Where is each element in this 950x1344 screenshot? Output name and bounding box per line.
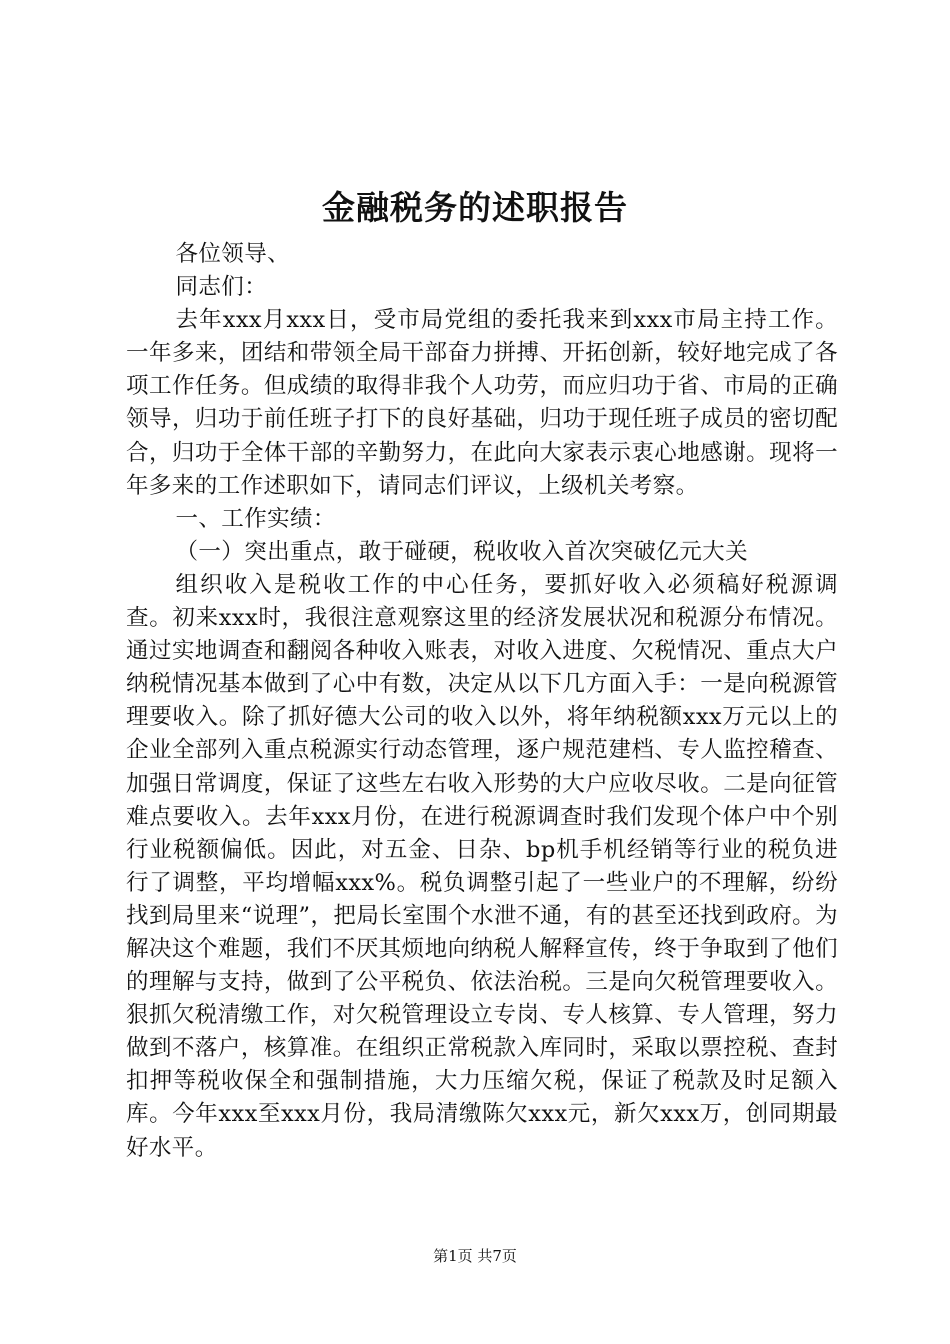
salutation-line-1: 各位领导、 [175, 241, 291, 267]
intro-paragraph: 去年xxx月xxx日，受市局党组的委托我来到xxx市局主持工作。一年多来，团结和带领全局干部奋力拼搏、开拓创新，较好地完成了各项工作任务。但成绩的取得非我个人功劳，而应归功于省、市局的正确领导，归功于前任班子打下的良好基础，归功于现任班子成员的密切配合，归功于全体干部的辛勤努力，在此向大家表示衷心地感谢。现将一年多来的工作述职如下，请同志们评议，上级机关考察。 [126, 307, 838, 499]
document-title: 金融税务的述职报告 [322, 188, 628, 227]
section-heading: 一、工作实绩： [175, 505, 336, 532]
document-body [126, 238, 838, 1165]
body-paragraph: 组织收入是税收工作的中心任务，要抓好收入必须稿好税源调查。初来xxx时，我很注意观察这里的经济发展状况和税源分布情况。通过实地调查和翻阅各种收入账表，对收入进度、欠税情况、重点大户纳税情况基本做到了心中有数，决定从以下几方面入手：一是向税源管理要收入。除了抓好德大公司的收入以外，将年纳税额xxx万元以上的企业全部列入重点税源实行动态管理，逐户规范建档、专人监控稽查、加强日常调度，保证了这些左右收入形势的大户应收尽收。二是向征管难点要收入。去年xxx月份，在进行税源调查时我们发现个体户中个别行业税额偏低。因此，对五金、日杂、bp机手机经销等行业的税负进行了调整，平均增幅xxx%。税负调整引起了一些业户的不理解，纷纷找到局里来“说理”，把局长室围个水泄不通，有的甚至还找到政府。为解决这个难题，我们不厌其烦地向纳税人解释宣传，终于争取到了他们的理解与支持，做到了公平税负、依法治税。三是向欠税管理要收入。狠抓欠税清缴工作，对欠税管理设立专岗、专人核算、专人管理，努力做到不落户，核算准。在组织正常税款入库同时，采取以票控税、查封扣押等税收保全和强制措施，大力压缩欠税，保证了税款及时足额入库。今年xxx至xxx月份，我局清缴陈欠xxx元，新欠xxx万，创同期最好水平。 [126, 571, 838, 1161]
page-footer: 第1页 共7页 [433, 1247, 517, 1265]
subsection-heading: （一）突出重点，敢于碰硬，税收收入首次突破亿元大关 [175, 538, 749, 565]
salutation-line-2: 同志们： [175, 274, 268, 301]
